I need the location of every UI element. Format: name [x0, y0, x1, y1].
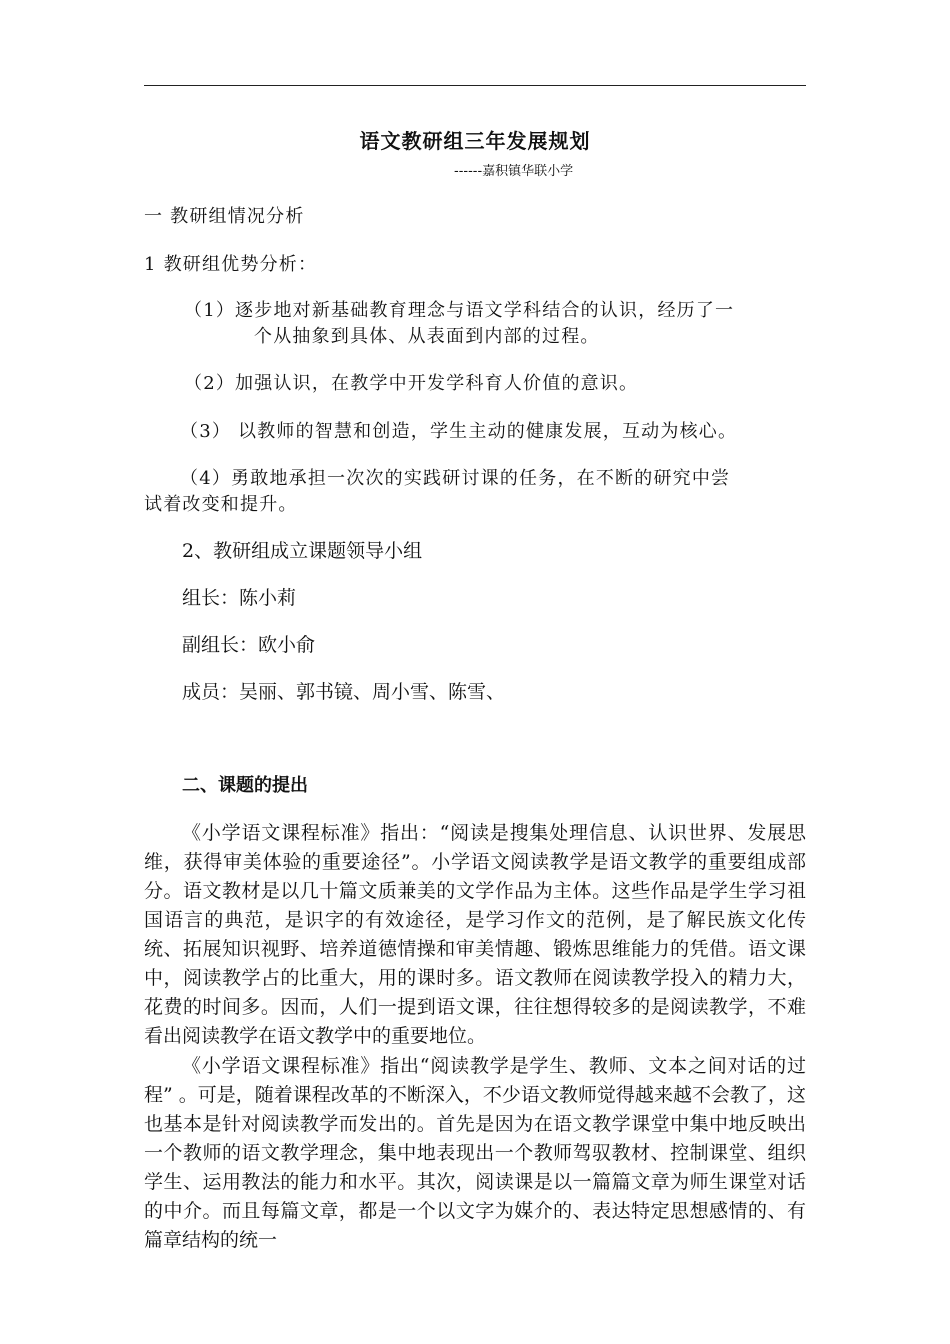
list-item-1-line-1: （1）逐步地对新基础教育理念与语文学科结合的认识，经历了一: [184, 300, 735, 321]
header-rule: [144, 85, 806, 86]
group-leader: 组长：陈小莉: [182, 587, 297, 609]
list-item-4-line-1: （4）勇敢地承担一次次的实践研讨课的任务，在不断的研究中尝: [180, 468, 731, 489]
section-2-heading: 二、课题的提出: [182, 775, 308, 796]
document-title: 语文教研组三年发展规划: [359, 129, 591, 153]
list-item-2: （2）加强认识，在教学中开发学科育人价值的意识。: [184, 373, 639, 394]
list-item-1-line-2: 个从抽象到具体、从表面到内部的过程。: [254, 326, 600, 347]
list-item-4-line-2: 试着改变和提升。: [144, 494, 298, 515]
section-1-heading: 一 教研组情况分析: [144, 206, 305, 227]
paragraph-2: 《小学语文课程标准》指出“阅读教学是学生、教师、文本之间对话的过程” 。可是，随着课程改革的不断深入，不少语文教师觉得越来越不会教了，这也基本是针对阅读教学而发出的。首先是因为在语文教学课堂中集中地反映出一个教师的语文教学理念，集中地表现出一个教师驾驭教材、控制课堂、组织学生、运用教法的能力和水平。其次，阅读课是以一篇篇文章为师生课堂对话的中介。而且每篇文章，都是一个以文字为媒介的、表达特定思想感情的、有篇章结构的统一: [144, 1055, 806, 1251]
subsection-2-heading: 2、教研组成立课题领导小组: [182, 540, 423, 562]
group-deputy: 副组长：欧小俞: [182, 634, 316, 656]
list-item-3: （3） 以教师的智慧和创造，学生主动的健康发展，互动为核心。: [180, 421, 738, 442]
paragraph-1: 《小学语文课程标准》指出：“阅读是搜集处理信息、认识世界、发展思维，获得审美体验的重要途径”。小学语文阅读教学是语文教学的重要组成部分。语文教材是以几十篇文质兼美的文学作品为主体。这些作品是学生学习祖国语言的典范，是识字的有效途径，是学习作文的范例，是了解民族文化传统、拓展知识视野、培养道德情操和审美情趣、锻炼思维能力的凭借。语文课中，阅读教学占的比重大，用的课时多。语文教师在阅读教学投入的精力大，花费的时间多。因而，人们一提到语文课，往往想得较多的是阅读教学，不难看出阅读教学在语文教学中的重要地位。: [144, 822, 806, 1047]
group-members: 成员：吴丽、郭书镜、周小雪、陈雪、: [182, 681, 506, 703]
document-subtitle: ------嘉积镇华联小学: [454, 164, 574, 179]
subsection-1-heading: 1 教研组优势分析：: [144, 254, 318, 275]
